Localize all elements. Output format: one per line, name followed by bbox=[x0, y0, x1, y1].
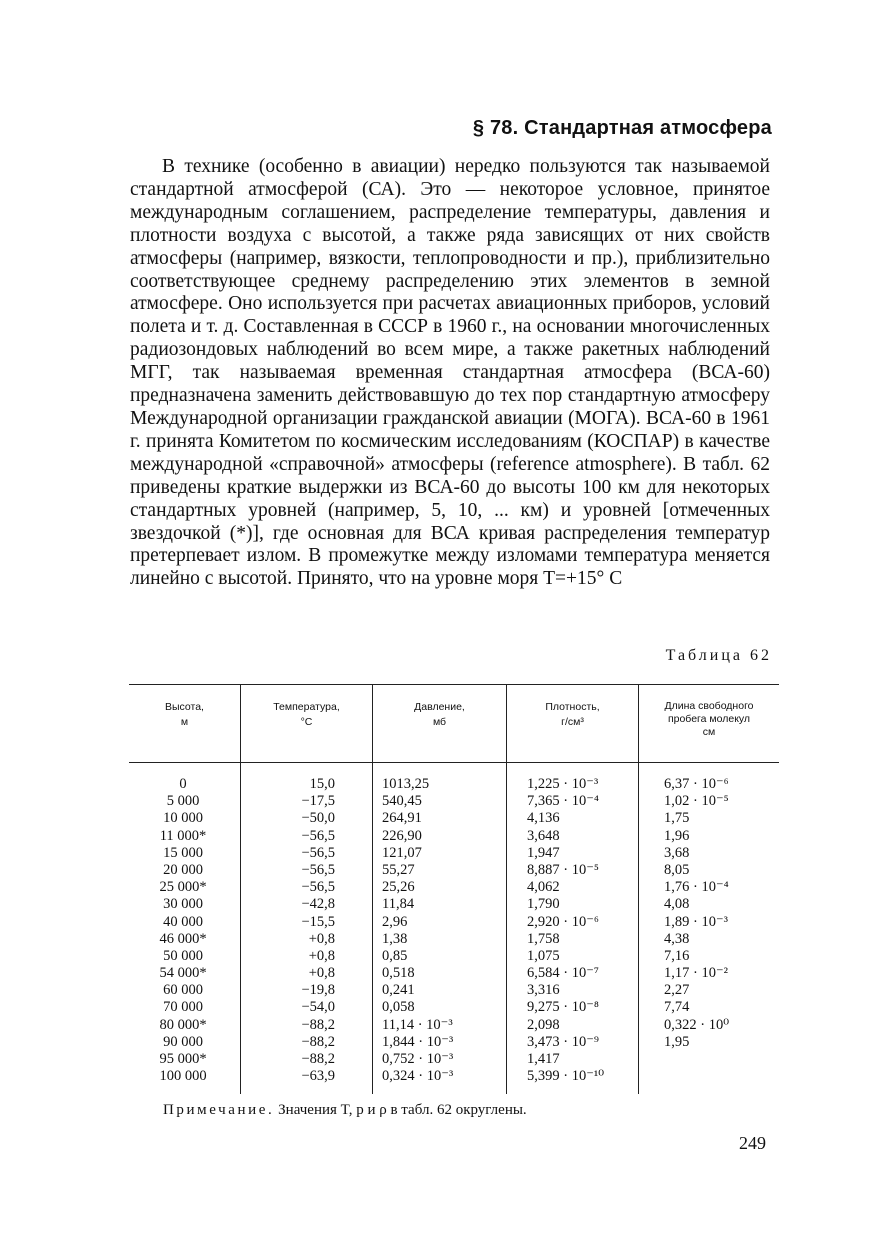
table-cell: −54,0 bbox=[301, 999, 335, 1016]
table-cell: 40 000 bbox=[163, 913, 203, 930]
table-cell: −17,5 bbox=[301, 793, 335, 810]
table-cell: −88,2 bbox=[301, 1016, 335, 1033]
table-cell: 1,844 · 10⁻³ bbox=[382, 1033, 454, 1050]
note-text: Значения T, p и ρ в табл. 62 округлены. bbox=[278, 1102, 527, 1118]
mean-free-path-column bbox=[664, 776, 779, 1051]
table-cell: 0,324 · 10⁻³ bbox=[382, 1068, 454, 1085]
table-cell: −15,5 bbox=[301, 913, 335, 930]
table-cell: 4,38 bbox=[664, 930, 690, 947]
table-cell: 1,417 bbox=[527, 1051, 560, 1067]
pressure-column bbox=[382, 776, 502, 1085]
table-cell: 90 000 bbox=[163, 1033, 203, 1050]
table-cell: 121,07 bbox=[382, 844, 422, 861]
table-cell: 100 000 bbox=[159, 1068, 207, 1085]
table-cell: 70 000 bbox=[163, 999, 203, 1016]
table-cell: 8,887 · 10⁻⁵ bbox=[527, 861, 599, 878]
table-cell: 8,05 bbox=[664, 861, 690, 878]
table-cell: 11,14 · 10⁻³ bbox=[382, 1016, 453, 1033]
table-cell: −56,5 bbox=[301, 827, 335, 844]
note-label: Примечание. bbox=[163, 1102, 275, 1118]
table-cell: 3,68 bbox=[664, 844, 690, 861]
table-cell: 4,136 bbox=[527, 810, 560, 827]
table-caption: Таблица 62 bbox=[665, 647, 772, 664]
table-cell: 5 000 bbox=[166, 793, 200, 810]
table-cell: 1,075 bbox=[527, 947, 560, 964]
section-heading: § 78. Стандартная атмосфера bbox=[472, 117, 772, 139]
table-cell: 6,584 · 10⁻⁷ bbox=[527, 965, 599, 982]
table-cell: 1,758 bbox=[527, 930, 560, 947]
table-cell: 25 000* bbox=[159, 879, 207, 896]
table-cell: 20 000 bbox=[163, 861, 203, 878]
table-cell: 540,45 bbox=[382, 793, 422, 810]
table-cell: 30 000 bbox=[163, 896, 203, 913]
table-cell: 7,365 · 10⁻⁴ bbox=[527, 793, 599, 810]
table-cell: +0,8 bbox=[308, 930, 335, 947]
table-cell: 2,920 · 10⁻⁶ bbox=[527, 913, 599, 930]
density-column bbox=[527, 776, 637, 1085]
table-note bbox=[163, 1102, 527, 1119]
table-cell: 60 000 bbox=[163, 982, 203, 999]
table-cell: 4,08 bbox=[664, 896, 690, 913]
table-cell: −56,5 bbox=[301, 844, 335, 861]
column-divider bbox=[372, 684, 373, 1094]
table-cell: 7,74 bbox=[664, 999, 690, 1016]
table-cell: 2,27 bbox=[664, 982, 690, 999]
table-cell: −63,9 bbox=[301, 1068, 335, 1085]
table-cell: 0,241 bbox=[382, 982, 415, 999]
header-pressure: Давление, мб bbox=[414, 701, 465, 728]
table-cell: 1,17 · 10⁻² bbox=[664, 965, 728, 982]
table-cell: −42,8 bbox=[301, 896, 335, 913]
table-cell: −56,5 bbox=[301, 861, 335, 878]
table-cell: 54 000* bbox=[159, 965, 207, 982]
table-cell: 1,02 · 10⁻⁵ bbox=[664, 793, 729, 810]
table-cell: 1,96 bbox=[664, 827, 690, 844]
table-cell: −88,2 bbox=[301, 1051, 335, 1067]
table-cell: 2,96 bbox=[382, 913, 408, 930]
table-cell: 0,752 · 10⁻³ bbox=[382, 1051, 454, 1067]
table-cell: 15 000 bbox=[163, 844, 203, 861]
table-cell: 3,473 · 10⁻⁹ bbox=[527, 1033, 599, 1050]
table-cell: 50 000 bbox=[163, 947, 203, 964]
table-cell: 10 000 bbox=[163, 810, 203, 827]
table-cell: 0,85 bbox=[382, 947, 408, 964]
table-cell: 6,37 · 10⁻⁶ bbox=[664, 776, 729, 792]
table-cell: 15,0 bbox=[309, 776, 335, 792]
table-cell: 264,91 bbox=[382, 810, 422, 827]
table-cell: 5,399 · 10⁻¹⁰ bbox=[527, 1068, 605, 1085]
header-density: Плотность, г/см³ bbox=[545, 701, 600, 728]
temperature-column bbox=[240, 776, 335, 1085]
table-cell: 1,95 bbox=[664, 1033, 690, 1050]
table-cell: 9,275 · 10⁻⁸ bbox=[527, 999, 599, 1016]
table-cell: 11 000* bbox=[159, 827, 207, 844]
table-cell: 3,648 bbox=[527, 827, 560, 844]
header-temperature: Температура, °С bbox=[273, 701, 340, 728]
table-cell: 0,322 · 10⁰ bbox=[664, 1016, 730, 1033]
table-header-rule bbox=[129, 762, 779, 763]
table-cell: 55,27 bbox=[382, 861, 415, 878]
column-divider bbox=[506, 684, 507, 1094]
table-cell: 1,76 · 10⁻⁴ bbox=[664, 879, 729, 896]
page-number: 249 bbox=[739, 1133, 766, 1153]
table-cell: 1,38 bbox=[382, 930, 408, 947]
table-cell: 1,89 · 10⁻³ bbox=[664, 913, 728, 930]
table-cell: 1,790 bbox=[527, 896, 560, 913]
header-height: Высота, м bbox=[165, 701, 204, 728]
header-mean-free-path: Длина свободного пробега молекул см bbox=[664, 700, 754, 738]
table-cell: 226,90 bbox=[382, 827, 422, 844]
table-cell: 1,225 · 10⁻³ bbox=[527, 776, 599, 792]
table-cell: 2,098 bbox=[527, 1016, 560, 1033]
table-cell: 95 000* bbox=[159, 1051, 207, 1067]
table-cell: 7,16 bbox=[664, 947, 690, 964]
table-top-rule bbox=[129, 684, 779, 685]
table-cell: 0 bbox=[179, 776, 187, 792]
table-cell: 1,947 bbox=[527, 844, 560, 861]
table-cell: 1,75 bbox=[664, 810, 690, 827]
table-cell: 80 000* bbox=[159, 1016, 207, 1033]
table-cell: 4,062 bbox=[527, 879, 560, 896]
table-cell: 1013,25 bbox=[382, 776, 430, 792]
column-divider bbox=[638, 684, 639, 1094]
table-cell: 46 000* bbox=[159, 930, 207, 947]
table-cell: −19,8 bbox=[301, 982, 335, 999]
table-cell: −56,5 bbox=[301, 879, 335, 896]
table-cell: 0,058 bbox=[382, 999, 415, 1016]
table-cell: −50,0 bbox=[301, 810, 335, 827]
table-cell: 3,316 bbox=[527, 982, 560, 999]
table-cell: 11,84 bbox=[382, 896, 415, 913]
table-cell: 25,26 bbox=[382, 879, 415, 896]
table-cell: +0,8 bbox=[308, 965, 335, 982]
height-column bbox=[140, 776, 226, 1085]
table-cell: 0,518 bbox=[382, 965, 415, 982]
table-cell: +0,8 bbox=[308, 947, 335, 964]
body-paragraph: В технике (особенно в авиации) нередко пользуются так называемой стандартной атмосферой (СА). Это — некоторое условное, принятое международным соглашением, распределение температуры, давления и плотности воздуха с высотой, а также ряда зависящих от них свойств атмосферы (например, вязкости, теплопроводности и пр.), приблизительно соответствующее среднему распределению этих элементов в земной атмосфере. Оно используется при расчетах авиационных приборов, условий полета и т. д. Составленная в СССР в 1960 г., на основании многочисленных радиозондовых наблюдений во всем мире, а также ракетных наблюдений МГГ, так называемая временная стандартная атмосфера (ВСА-60) предназначена заменить действовавшую до тех пор стандартную атмосферу Международной организации гражданской авиации (МОГА). ВСА-60 в 1961 г. принята Комитетом по космическим исследованиям (КОСПАР) в качестве международной «справочной» атмосферы (reference atmosphere). В табл. 62 приведены краткие выдержки из ВСА-60 до высоты 100 км для некоторых стандартных уровней (например, 5, 10, ... км) и уровней [отмеченных звездочкой (*)], где основная для ВСА кривая распределения температур претерпевает излом. В промежутке между изломами температура меняется линейно с высотой. Принято, что на уровне моря T=+15° C bbox=[130, 156, 770, 590]
table-cell: −88,2 bbox=[301, 1033, 335, 1050]
